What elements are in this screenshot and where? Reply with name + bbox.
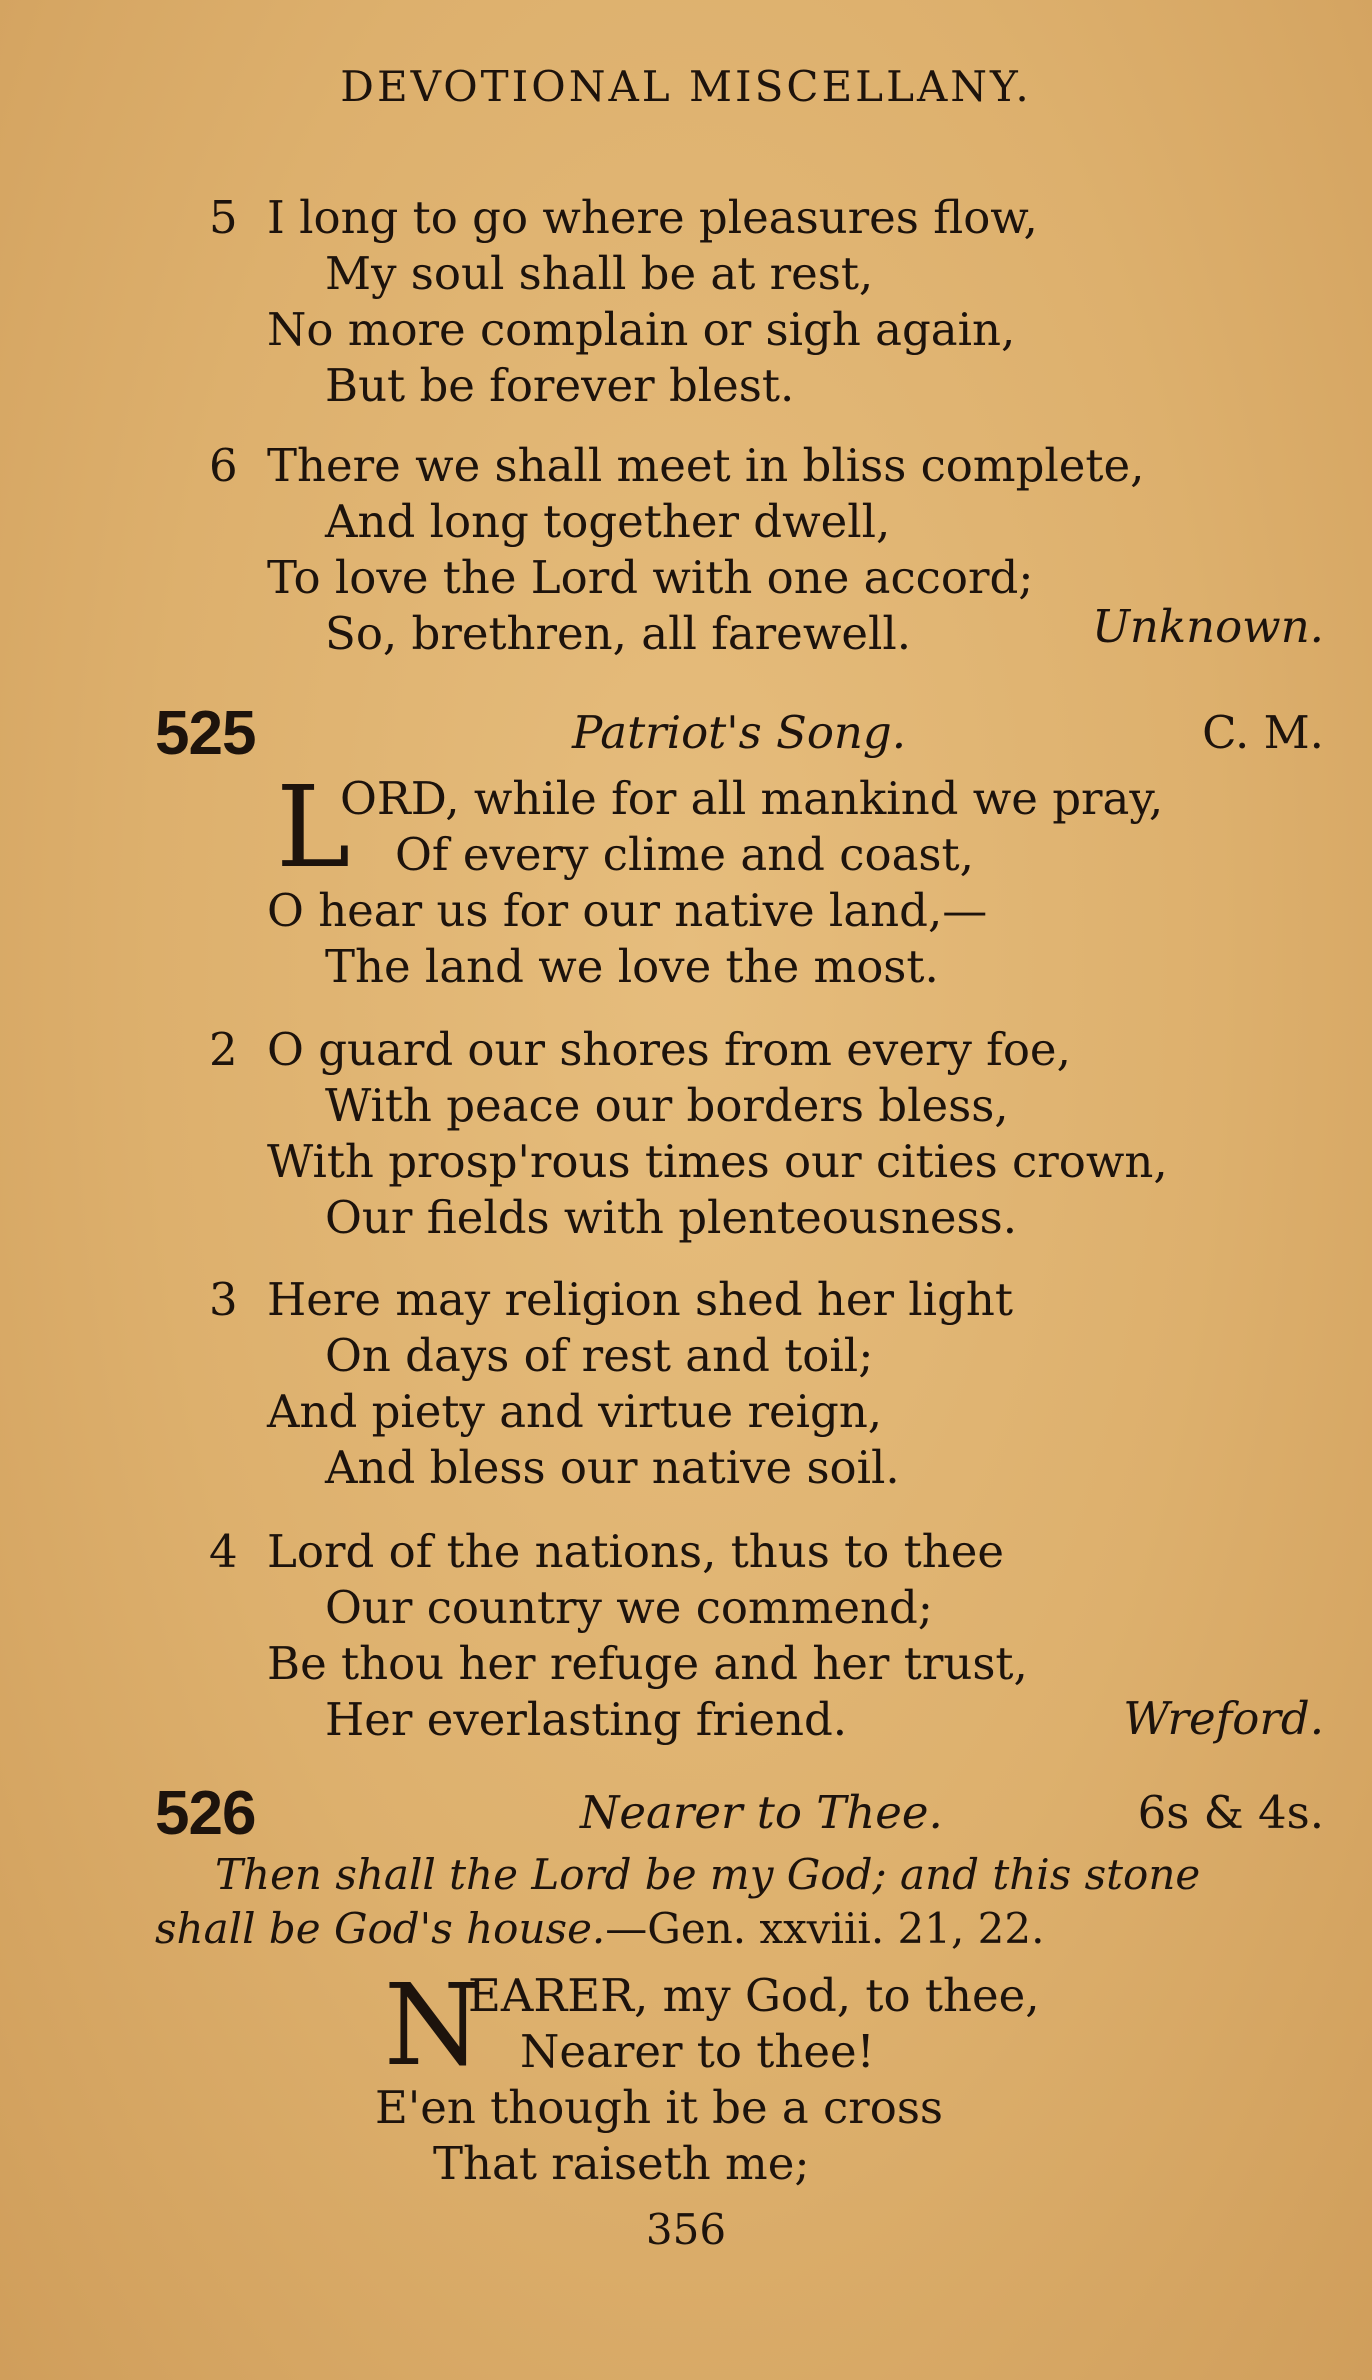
epigraph-line: Then shall the Lord be my God; and this stone [215, 1850, 1201, 1899]
stanza-4 [209, 1524, 1028, 1748]
verse-line: To love the Lord with one accord; [267, 551, 1034, 604]
verse-line: My soul shall be at rest, [325, 247, 874, 300]
verse-line: No more complain or sigh again, [267, 303, 1016, 356]
running-header: DEVOTIONAL MISCELLANY. [340, 62, 1032, 111]
verse-line: EARER, my God, to thee, [468, 1969, 1040, 2022]
hymn-title: Nearer to Thee. [580, 1786, 943, 1839]
hymn-meter: C. M. [1202, 706, 1324, 759]
verse-line: That raiseth me; [433, 2137, 810, 2190]
stanza-2 [209, 1022, 1168, 1246]
hymn-title: Patriot's Song. [572, 706, 907, 759]
verse-line: E'en though it be a cross [375, 2081, 944, 2134]
drop-cap: L [276, 763, 351, 893]
verse-line: Our fields with plenteousness. [325, 1191, 1018, 1244]
verse-line: Of every clime and coast, [395, 828, 974, 881]
verse-line: Our country we commend; [325, 1581, 933, 1634]
stanza-3 [209, 1272, 1013, 1496]
author-attribution: Wreford. [1123, 1692, 1324, 1745]
hymn-meter: 6s & 4s. [1137, 1786, 1324, 1839]
verse-line: There we shall meet in bliss complete, [267, 439, 1145, 492]
page-number: 356 [645, 2205, 727, 2254]
hymn-number: 525 [155, 699, 256, 768]
verse-line: Here may religion shed her light [267, 1273, 1013, 1326]
scripture-reference: —Gen. xxviii. 21, 22. [605, 1904, 1045, 1953]
stanza-5 [209, 190, 1038, 414]
stanza-number: 6 [209, 439, 238, 492]
verse-line: ORD, while for all mankind we pray, [340, 772, 1164, 825]
drop-cap: N [384, 1961, 482, 2091]
verse-line: And long together dwell, [325, 495, 891, 548]
stanza-number: 5 [209, 191, 238, 244]
verse-line: Be thou her refuge and her trust, [267, 1637, 1028, 1690]
verse-line: Nearer to thee! [520, 2025, 875, 2078]
verse-line: With peace our borders bless, [325, 1079, 1009, 1132]
verse-line: Lord of the nations, thus to thee [267, 1525, 1004, 1578]
verse-line: Her everlasting friend. [325, 1693, 848, 1746]
verse-line: The land we love the most. [325, 940, 939, 993]
verse-line: With prosp'rous times our cities crown, [267, 1135, 1168, 1188]
verse-line: O guard our shores from every foe, [267, 1023, 1071, 1076]
stanza-number: 4 [209, 1525, 238, 1578]
verse-line: But be forever blest. [325, 359, 795, 412]
verse-line: And piety and virtue reign, [267, 1385, 883, 1438]
verse-line: So, brethren, all farewell. [325, 607, 912, 660]
stanza-number: 2 [209, 1023, 238, 1076]
stanza-6 [209, 438, 1145, 662]
epigraph-text: shall be God's house. [155, 1904, 606, 1953]
verse-line: O hear us for our native land,— [267, 884, 988, 937]
verse-line: On days of rest and toil; [325, 1329, 874, 1382]
verse-line: And bless our native soil. [325, 1441, 900, 1494]
author-attribution: Unknown. [1091, 600, 1324, 653]
verse-line: I long to go where pleasures flow, [267, 191, 1038, 244]
stanza-number: 3 [209, 1273, 238, 1326]
epigraph-line [155, 1904, 1044, 1953]
hymn-number: 526 [155, 1779, 256, 1848]
